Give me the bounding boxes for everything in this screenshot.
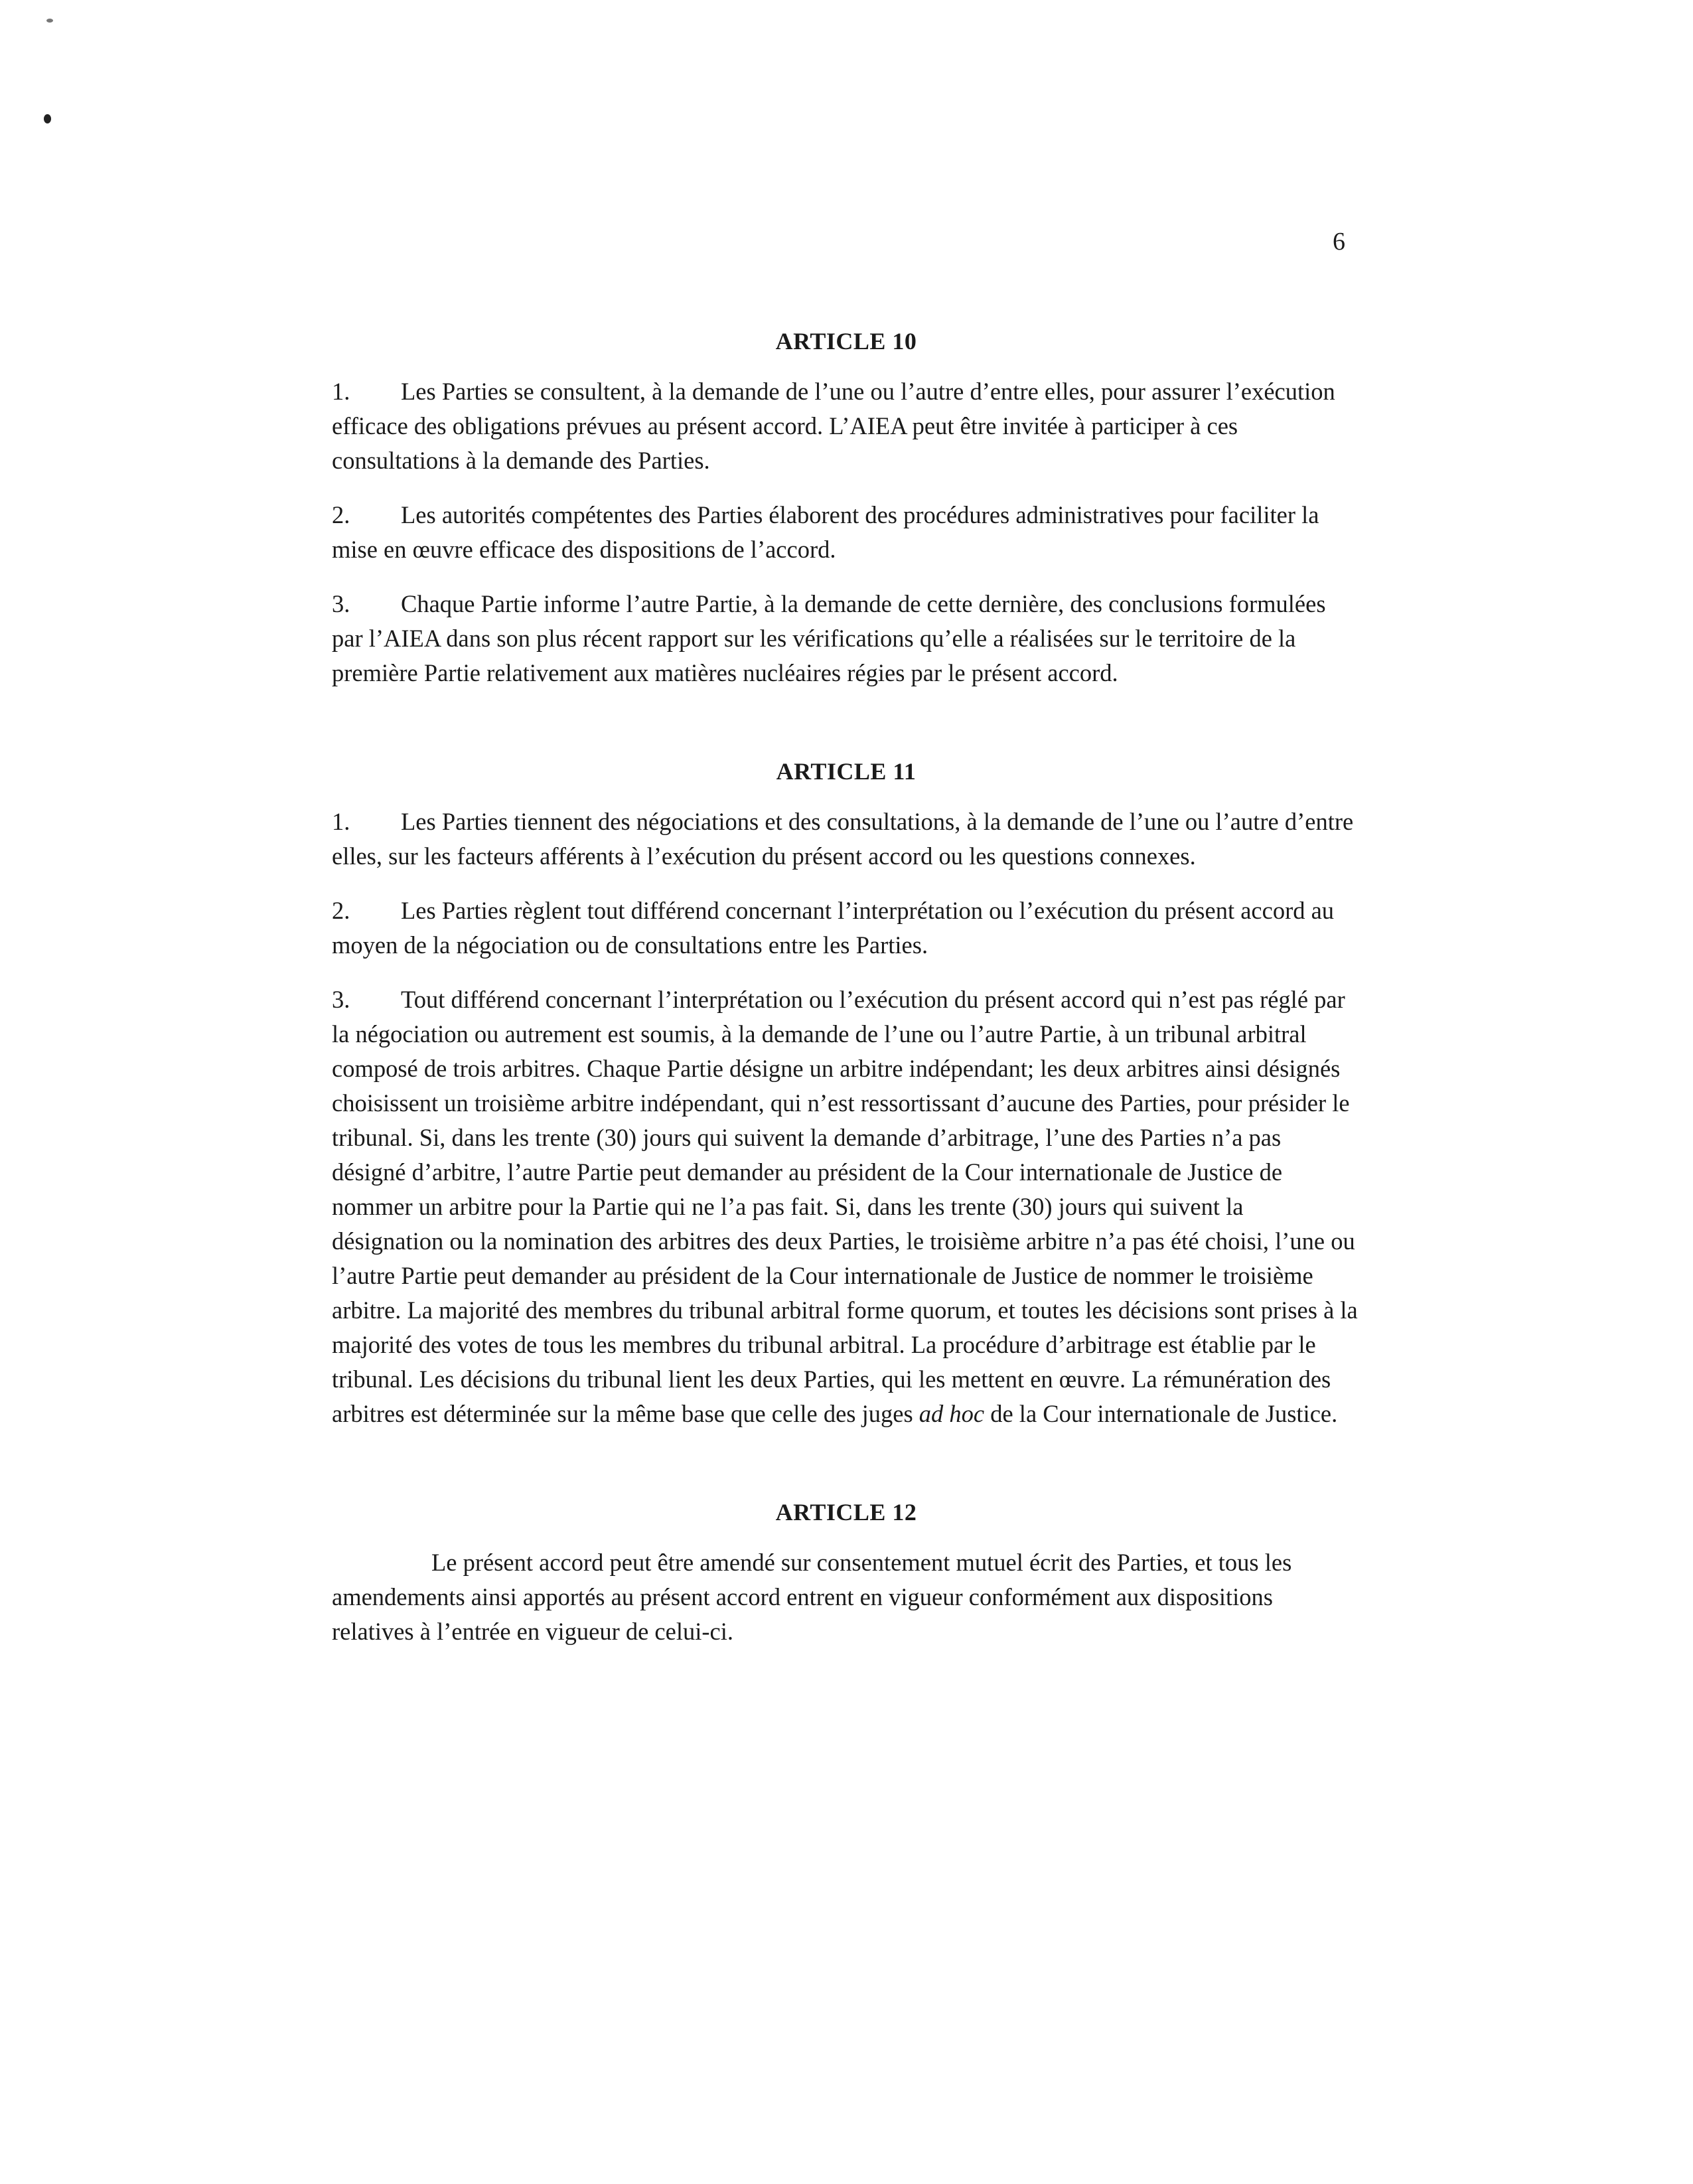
- article-paragraph: [332, 498, 1361, 567]
- article-heading: ARTICLE 10: [775, 328, 917, 354]
- document-body: [332, 324, 1361, 1669]
- scan-speck: [46, 19, 53, 23]
- paragraph-text: de la Cour internationale de Justice.: [984, 1400, 1338, 1427]
- paragraph-number: 2.: [332, 897, 350, 924]
- article-paragraph: [332, 374, 1361, 478]
- article-heading: ARTICLE 12: [775, 1499, 917, 1525]
- paragraph-text: Les Parties tiennent des négociations et des consultations, à la demande de l’une ou l’autre d’entre elles, sur les facteurs afférents à l’exécution du présent accord ou les questions connexes.: [332, 808, 1354, 870]
- paragraph-text: Chaque Partie informe l’autre Partie, à la demande de cette dernière, des conclusions formulées par l’AIEA dans son plus récent rapport sur les vérifications qu’elle a réalisées sur le territoire de la première Partie relativement aux matières nucléaires régies par le présent accord.: [332, 590, 1326, 686]
- paragraph-text: Tout différend concernant l’interprétation ou l’exécution du présent accord qui n’est pas réglé par la négociation ou autrement est soumis, à la demande de l’une ou l’autre Partie, à un tribunal arbitral composé de trois arbitres. Chaque Partie désigne un arbitre indépendant; les deux arbitres ainsi désignés choisissent un troisième arbitre indépendant, qui n’est ressortissant d’aucune des Parties, pour présider le tribunal. Si, dans les trente (30) jours qui suivent la demande d’arbitrage, l’une des Parties n’a pas désigné d’arbitre, l’autre Partie peut demander au président de la Cour internationale de Justice de nommer un arbitre pour la Partie qui ne l’a pas fait. Si, dans les trente (30) jours qui suivent la désignation ou la nomination des arbitres des deux Parties, le troisième arbitre n’a pas été choisi, l’une ou l’autre Partie peut demander au président de la Cour internationale de Justice de nommer le troisième arbitre. La majorité des membres du tribunal arbitral forme quorum, et toutes les décisions sont prises à la majorité des votes de tous les membres du tribunal arbitral. La procédure d’arbitrage est établie par le tribunal. Les décisions du tribunal lient les deux Parties, qui les mettent en œuvre. La rémunération des arbitres est déterminée sur la même base que celle des juges: [332, 986, 1358, 1427]
- paragraph-number: 2.: [332, 501, 350, 528]
- italic-term: ad hoc: [919, 1400, 985, 1427]
- article-paragraph: [332, 587, 1361, 690]
- paragraph-number: 1.: [332, 808, 350, 835]
- article-heading: ARTICLE 11: [776, 758, 917, 785]
- article-paragraph: [332, 805, 1361, 874]
- article-10: [332, 324, 1361, 690]
- page-number: 6: [1333, 228, 1345, 256]
- article-11: [332, 754, 1361, 1431]
- paragraph-text: Les Parties se consultent, à la demande de l’une ou l’autre d’entre elles, pour assurer l’exécution efficace des obligations prévues au présent accord. L’AIEA peut être invitée à participer à ces consultations à la demande des Parties.: [332, 378, 1335, 474]
- paragraph-number: 1.: [332, 378, 350, 405]
- paragraph-number: 3.: [332, 590, 350, 617]
- article-paragraph: [332, 894, 1361, 963]
- paragraph-number: 3.: [332, 986, 350, 1013]
- scan-speck: [44, 114, 51, 123]
- paragraph-text: Les Parties règlent tout différend concernant l’interprétation ou l’exécution du présent accord au moyen de la négociation ou de consultations entre les Parties.: [332, 897, 1335, 959]
- paragraph-text: Les autorités compétentes des Parties élaborent des procédures administratives pour faciliter la mise en œuvre efficace des dispositions de l’accord.: [332, 501, 1319, 563]
- article-12: [332, 1495, 1361, 1649]
- article-paragraph: [332, 982, 1361, 1431]
- article-paragraph: Le présent accord peut être amendé sur consentement mutuel écrit des Parties, et tous les amendements ainsi apportés au présent accord entrent en vigueur conformément aux dispositions relatives à l’entrée en vigueur de celui-ci.: [332, 1549, 1292, 1645]
